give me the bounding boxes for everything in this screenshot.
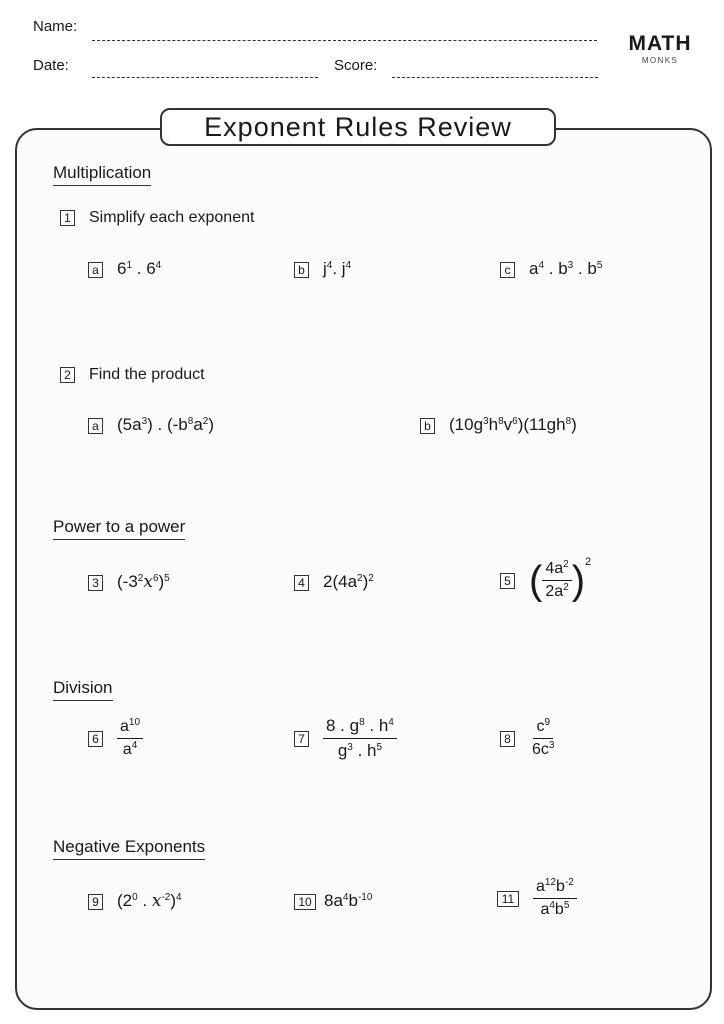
date-label: Date:	[33, 57, 69, 74]
question-2-instruction	[60, 366, 205, 384]
label-b: b	[420, 418, 435, 434]
problem-4: 4 $2(4a^2)^2$	[294, 572, 374, 592]
date-line[interactable]	[92, 77, 318, 78]
problem-2b: b $(10g^3h^8v^6)(11gh^8)$	[420, 415, 577, 435]
section-negative-exponents: Negative Exponents	[53, 837, 205, 860]
logo	[628, 32, 692, 65]
label-a: a	[88, 262, 103, 278]
problem-5: 5 ( $\frac{4a^2}{2a^2}$ )$^2$	[500, 560, 591, 601]
question-number-11: 11	[497, 891, 519, 907]
problem-2a: a $(5a^3)$ . $(-b^8a^2)$	[88, 415, 214, 435]
problem-10: 10 $8a^4b^{-10}$	[294, 891, 372, 911]
question-number-10: 10	[294, 894, 316, 910]
logo-text: MATH	[628, 32, 692, 55]
section-power-to-a-power: Power to a power	[53, 517, 185, 540]
question-number-3: 3	[88, 575, 103, 591]
question-number-9: 9	[88, 894, 103, 910]
problem-1a: a $6^1$ . $6^4$	[88, 259, 161, 279]
problem-11: 11 $\frac{a^{12}b^{-2}}{a^4b^5}$	[497, 878, 577, 919]
question-number-8: 8	[500, 731, 515, 747]
question-number-2: 2	[60, 367, 75, 383]
label-c: c	[500, 262, 515, 278]
question-1-instruction	[60, 209, 254, 227]
name-line[interactable]	[92, 40, 597, 41]
page-title: Exponent Rules Review	[160, 108, 556, 146]
label-a: a	[88, 418, 103, 434]
logo-subtext: MONKS	[641, 56, 679, 65]
problem-3: 3 $(-3^2x^6)^5$	[88, 572, 170, 592]
score-label: Score:	[334, 57, 378, 74]
name-label: Name:	[33, 18, 78, 35]
problem-8: 8 $\frac{c^9}{6c^3}$	[500, 718, 557, 759]
problem-9: 9 ($2^0$ . $x^{-2})^4$	[88, 891, 182, 911]
problem-1b: b $j^4$. $j^4$	[294, 259, 351, 279]
instruction-text: Simplify each exponent	[89, 209, 255, 226]
instruction-text: Find the product	[89, 366, 205, 383]
section-division: Division	[53, 678, 113, 701]
problem-7: 7 $\frac{8 . g^8 . h^4}{g^3 . h^5}$	[294, 716, 397, 761]
problem-6: 6 $\frac{a^{10}}{a^4}$	[88, 718, 143, 759]
score-line[interactable]	[392, 77, 598, 78]
label-b: b	[294, 262, 309, 278]
section-multiplication: Multiplication	[53, 163, 151, 186]
question-number-4: 4	[294, 575, 309, 591]
problem-1c: c $a^4$ . $b^3$ . $b^5$	[500, 259, 602, 279]
question-number-7: 7	[294, 731, 309, 747]
question-number-6: 6	[88, 731, 103, 747]
question-number-1: 1	[60, 210, 75, 226]
question-number-5: 5	[500, 573, 515, 589]
